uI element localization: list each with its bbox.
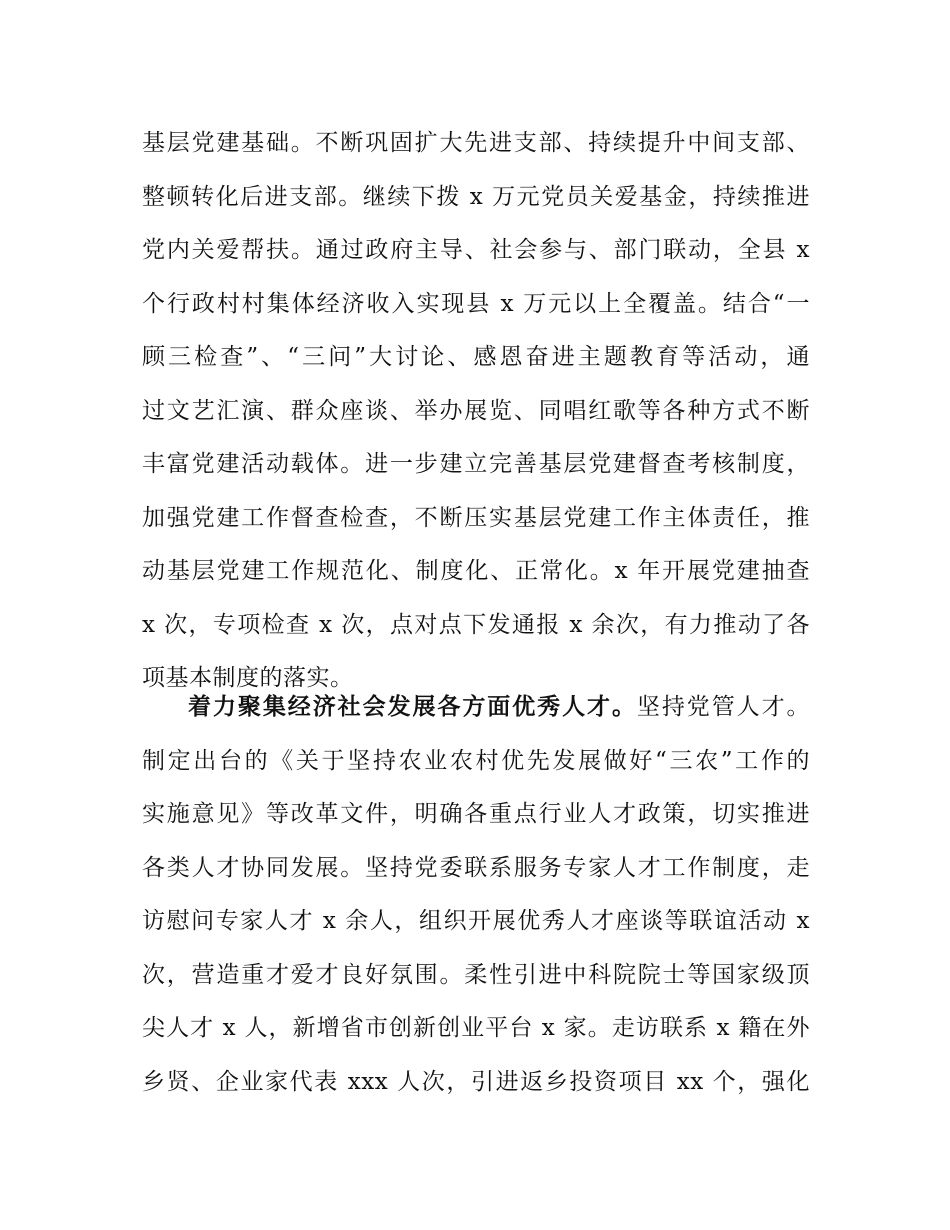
text-run: 坚持党管人才。	[636, 694, 810, 720]
text-line: 项基本制度的落实。	[142, 665, 354, 691]
text-line: 个行政村村集体经济收入实现县 x 万元以上全覆盖。结合“一	[142, 290, 810, 317]
text-line: 顾三检查”、“三问”大讨论、感恩奋进主题教育等活动，通	[142, 344, 810, 370]
text-line: 尖人才 x 人，新增省市创新创业平台 x 家。走访联系 x 籍在外	[142, 1015, 810, 1041]
text-line: 丰富党建活动载体。进一步建立完善基层党建督查考核制度，	[142, 451, 810, 477]
text-line: 过文艺汇演、群众座谈、举办展览、同唱红歌等各种方式不断	[142, 397, 810, 424]
text-line: 整顿转化后进支部。继续下拨 x 万元党员关爱基金，持续推进	[142, 183, 810, 210]
text-line-first	[142, 681, 810, 735]
text-line: 次，营造重才爱才良好氛围。柔性引进中科院院士等国家级顶	[142, 961, 810, 988]
paragraph-talent	[142, 681, 810, 1109]
text-line: 加强党建工作督查检查，不断压实基层党建工作主体责任，推	[142, 504, 810, 531]
text-line: 制定出台的《关于坚持农业农村优先发展做好“三农”工作的	[142, 747, 810, 774]
paragraph-party-building	[142, 117, 810, 706]
text-line: 党内关爱帮扶。通过政府主导、社会参与、部门联动，全县 x	[142, 237, 810, 263]
paragraph-lead-heading: 着力聚集经济社会发展各方面优秀人才。	[188, 694, 637, 720]
text-line: x 次，专项检查 x 次，点对点下发通报 x 余次，有力推动了各	[142, 611, 810, 638]
text-line: 实施意见》等改革文件，明确各重点行业人才政策，切实推进	[142, 801, 810, 827]
text-line: 访慰问专家人才 x 余人，组织开展优秀人才座谈等联谊活动 x	[142, 908, 810, 934]
text-line: 各类人才协同发展。坚持党委联系服务专家人才工作制度，走	[142, 854, 810, 881]
text-line: 基层党建基础。不断巩固扩大先进支部、持续提升中间支部、	[142, 130, 810, 156]
text-line: 乡贤、企业家代表 xxx 人次，引进返乡投资项目 xx 个，强化	[142, 1068, 810, 1095]
text-line: 动基层党建工作规范化、制度化、正常化。x 年开展党建抽查	[142, 558, 810, 584]
